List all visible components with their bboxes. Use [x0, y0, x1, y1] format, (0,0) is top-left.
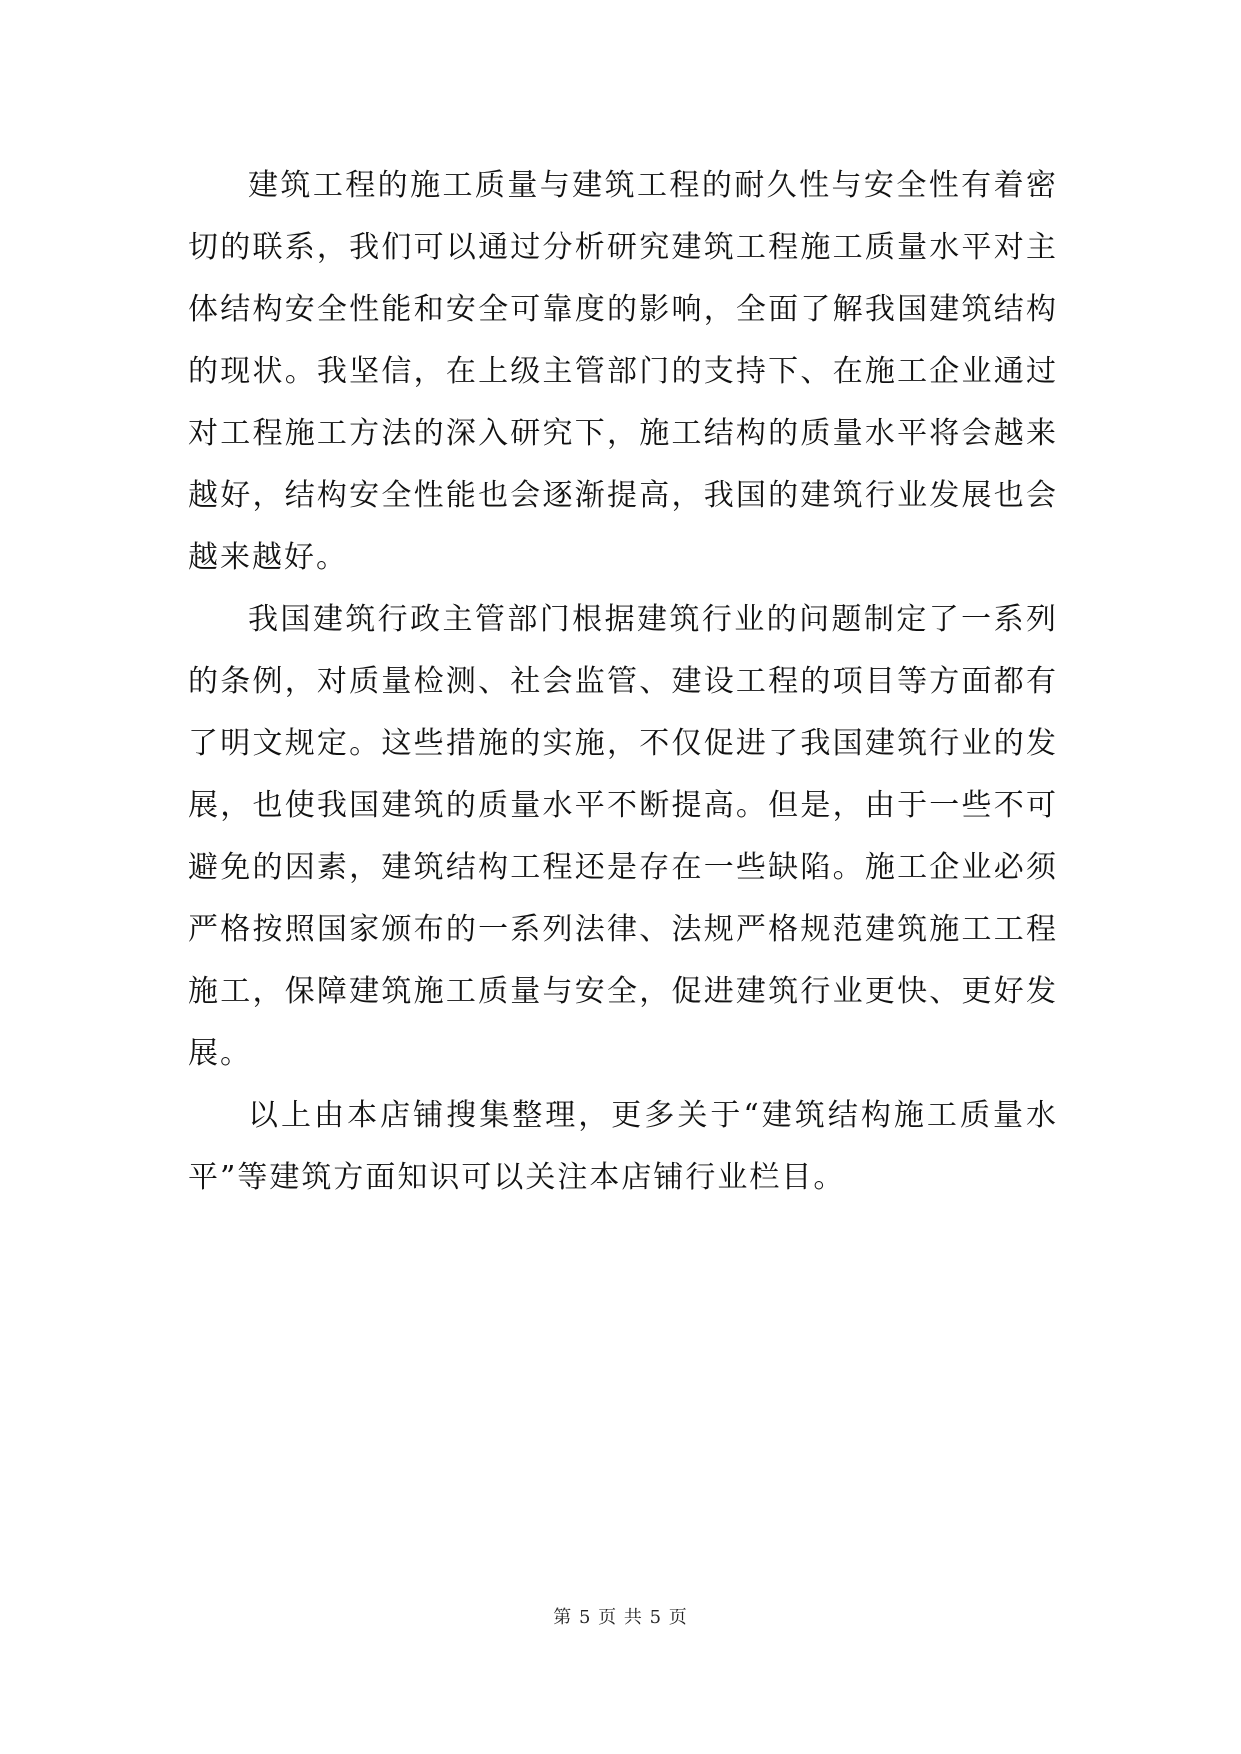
page-number: 第 5 页 共 5 页: [553, 1607, 688, 1628]
paragraph-1: 建筑工程的施工质量与建筑工程的耐久性与安全性有着密切的联系，我们可以通过分析研究建筑工程施工质量水平对主体结构安全性能和安全可靠度的影响，全面了解我国建筑结构的现状。我坚信，在上级主管部门的支持下、在施工企业通过对工程施工方法的深入研究下，施工结构的质量水平将会越来越好，结构安全性能也会逐渐提高，我国的建筑行业发展也会越来越好。: [188, 168, 1058, 575]
page-footer: [0, 1606, 1241, 1630]
paragraph-2: 我国建筑行政主管部门根据建筑行业的问题制定了一系列的条例，对质量检测、社会监管、建设工程的项目等方面都有了明文规定。这些措施的实施，不仅促进了我国建筑行业的发展，也使我国建筑的质量水平不断提高。但是，由于一些不可避免的因素，建筑结构工程还是存在一些缺陷。施工企业必须严格按照国家颁布的一系列法律、法规严格规范建筑施工工程施工，保障建筑施工质量与安全，促进建筑行业更快、更好发展。: [188, 602, 1058, 1071]
paragraph-3: 以上由本店铺搜集整理，更多关于“建筑结构施工质量水平”等建筑方面知识可以关注本店铺行业栏目。: [188, 1098, 1058, 1195]
body-text: [188, 155, 1058, 1209]
